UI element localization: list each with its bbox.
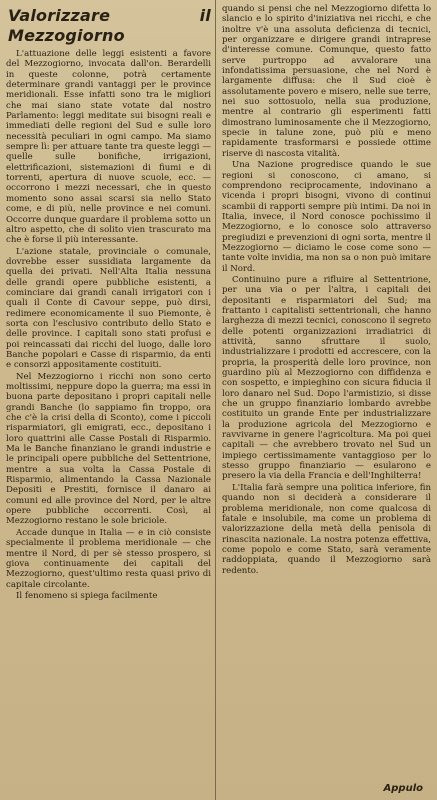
column-divider xyxy=(215,0,216,800)
paragraph: Accade dunque in Italia — e in ciò consiste specialmente il problema meridionale — che mentre il Nord, di per sè stesso prospero, si giova continuamente dei capitali del Mezzogiorno, quest'ultimo resta quasi privo di capitale circolante. xyxy=(6,527,211,590)
paragraph: Una Nazione progredisce quando le sue regioni si conoscono, ci amano, si comprendono reciprocamente, indovinano a vicenda i propri bisogni, vivono di continui scambii di rapporti sempre più intimi. Da noi in Italia, invece, il Nord conosce pochissimo il Mezzogiorno, e lo conosce solo attraverso pregiudizi e prevenzioni di ogni sorta, mentre il Mezzogiorno — diciamo le cose come sono — tante volte invidia, ma non sa o non può imitare il Nord. xyxy=(222,160,431,274)
paragraph: L'azione statale, provinciale o comunale, dovrebbe esser sussidiata largamente da quella dei privati. Nell'Alta Italia nessuna delle grandi opere pubbliche esistenti, a cominciare dai grandi canali irrigatori con i quali il Conte di Cavour seppe, può dirsi, redimere economicamente il suo Piemonte, è sorta con l'esclusivo contributo dello Stato e delle province. I capitali sono stati profusi e poi reincassati dai ricchi del luogo, dalle loro Banche popolari e Casse di risparmio, da enti e consorzi appositamente costituiti. xyxy=(6,246,211,371)
paragraph: L'attuazione delle leggi esistenti a favore del Mezzogiorno, invocata dall'on. Berardelli in queste colonne, potrà certamente determinare grandi vantaggi per le province meridionali. Esse infatti sono tra le migliori che mai siano state votate dal nostro Parlamento: leggi meditate sui bisogni reali e immediati delle regioni del Sud e sulle loro necessità peculiari in ogni campo. Ma siamo sempre lì: per attuare tante tra queste leggi — quelle sulle bonifiche, irrigazioni, elettrificazioni, sistemazioni di fiumi e di torrenti, apertura di nuove scuole, ecc. — occorrono i mezzi necessari, che in questo momento sono assai scarsi sia nello Stato come, e di più, nelle province e nei comuni. Occorre dunque guardare il problema sotto un altro aspetto, che di solito vien trascurato ma che è forse il più interessante. xyxy=(6,49,211,246)
paragraph: Il fenomeno si spiega facilmente xyxy=(16,590,158,601)
right-column xyxy=(222,4,431,576)
paragraph: Nel Mezzogiorno i ricchi non sono certo moltissimi, neppure dopo la guerra; ma essi in buona parte depositano i propri capitali nelle grandi Banche (lo sappiamo fin troppo, ora che c'è la crisi della di Sconto), come i piccoli risparmiatori, gli emigrati, ecc., depositano i loro quattrini alle Casse Postali di Risparmio. Ma le Banche finanziano le grandi industrie e le principali opere pubbliche del Settentrione, mentre a sua volta la Cassa Postale di Risparmio, alimentando la Cassa Nazionale Depositi e Prestiti, fornisce il danaro ai comuni ed alle province del Nord, per le altre opere pubbliche occorrenti. Così, al Mezzogiorno restano le sole briciole. xyxy=(6,371,211,527)
author-signature: Appulo xyxy=(383,783,423,794)
article-title: Valorizzare il Mezzogiorno xyxy=(8,6,211,45)
paragraph: Continuino pure a rifluire al Settentrione, per una via o per l'altra, i capitali dei depositanti e risparmiatori del Sud; ma frattanto i capitalisti settentrionali, che hanno larghezza di mezzi tecnici, conoscono il segreto delle potenti organizzazioni irradiatrici di attività, sanno sfruttare il suolo, industrializzare i prodotti ed accrescere, con la propria, la prosperità delle loro province, non guardino più al Mezzogiorno con diffidenza e con sospetto, e impieghino con sicura fiducia il loro danaro nel Sud. Dopo l'armistizio, si disse che un gruppo finanziario lombardo avrebbe costituito un grande Ente per industrializzare la produzione agricola del Mezzogiorno e ravvivarne in genere l'agricoltura. Ma poi quei capitali — che avrebbero trovato nel Sud un impiego certissimamente vantaggioso per lo stesso gruppo finanziario — esularono e presero la via della Francia e dell'Inghilterra! xyxy=(222,274,431,482)
left-column xyxy=(6,4,211,601)
paragraph: quando si pensi che nel Mezzogiorno difetta lo slancio e lo spirito d'iniziativa nei ricchi, e che inoltre v'è una assoluta deficienza di tecnici, per organizzare e dirigere grandi intraprese d'interesse comune. Comunque, questo fatto serve purtroppo ad avvalorare una infondatissima persuasione, che nel Nord è largamente diffusa: che il Sud cioè è assolutamente povero e misero, nelle sue terre, nei suo sottosuolo, nella sua produzione, mentre al contrario gli esperimenti fatti dimostrano luminosamente che il Mezzogiorno, specie in talune zone, può più e meno rapidamente trasformarsi e possiede ottime riserve di nascosta vitalità. xyxy=(222,4,431,159)
paragraph: L'Italia farà sempre una politica inferiore, fin quando non si deciderà a considerare il problema meridionale, non come qualcosa di fatale e insolubile, ma come un problema di valorizzazione della metà della penisola di rinascita nazionale. La nostra potenza effettiva, come popolo e come Stato, sarà veramente raddoppiata, quando il Mezzogiorno sarà redento. xyxy=(222,482,431,576)
